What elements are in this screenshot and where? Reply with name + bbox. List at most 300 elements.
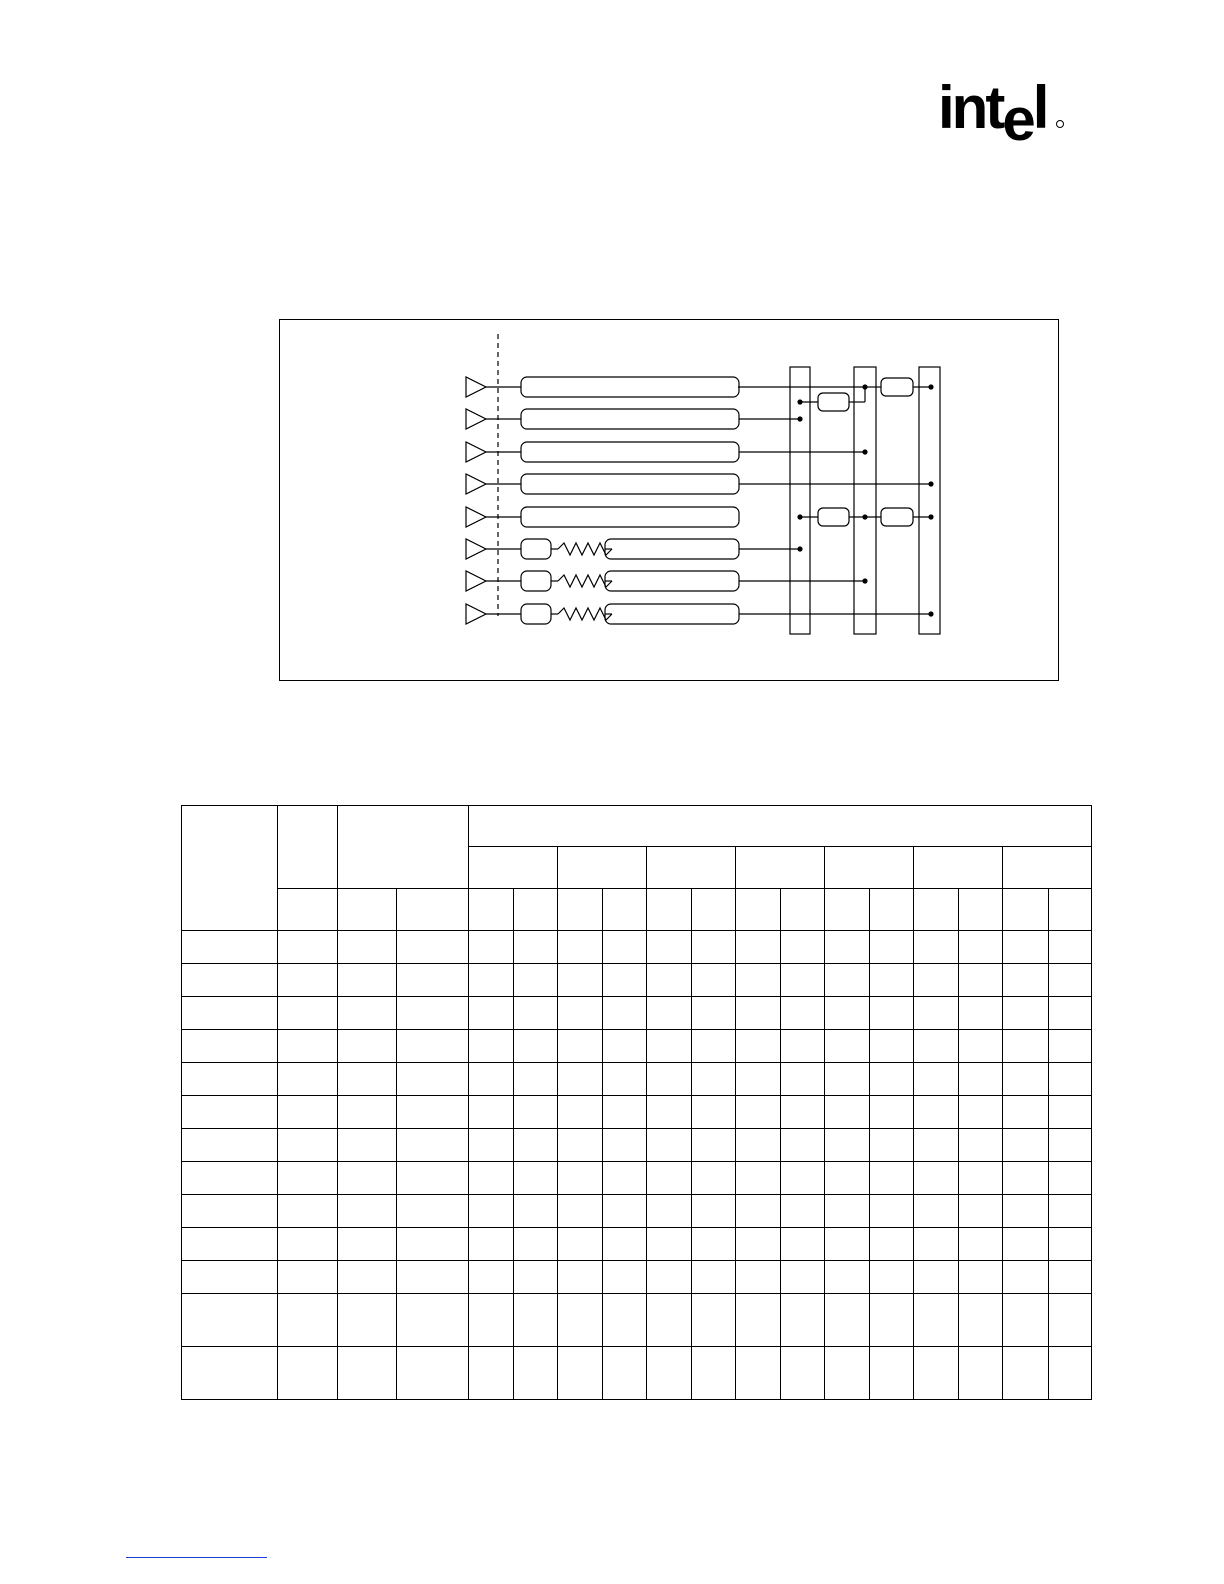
table-cell xyxy=(338,931,397,964)
table-cell xyxy=(825,1261,870,1294)
table-cell xyxy=(646,931,691,964)
small-line-segment xyxy=(881,508,913,526)
table-cell xyxy=(691,964,735,997)
table-cell xyxy=(338,1228,397,1261)
table-cell xyxy=(557,1162,602,1195)
table-cell xyxy=(513,1294,557,1347)
table-cell xyxy=(1048,1162,1091,1195)
header-cell xyxy=(646,889,691,931)
header-cell xyxy=(914,847,1003,889)
table-cell xyxy=(602,1162,646,1195)
header-cell xyxy=(781,889,825,931)
table-cell xyxy=(557,1228,602,1261)
table-cell xyxy=(557,931,602,964)
topology-figure xyxy=(279,319,1059,681)
table-cell xyxy=(870,1129,914,1162)
driver-buffer-icon xyxy=(466,442,486,462)
header-cell xyxy=(397,889,468,931)
table-cell xyxy=(468,1030,513,1063)
table-cell xyxy=(1048,1063,1091,1096)
driver-buffer-icon xyxy=(466,571,486,591)
table-cell xyxy=(338,1063,397,1096)
header-cell xyxy=(557,889,602,931)
table-cell xyxy=(870,1294,914,1347)
header-cell xyxy=(825,847,914,889)
table-row xyxy=(182,931,1092,964)
table-cell xyxy=(513,1030,557,1063)
table-cell xyxy=(182,1228,278,1261)
table-cell xyxy=(397,1030,468,1063)
table-cell xyxy=(1048,1261,1091,1294)
table-cell xyxy=(557,1030,602,1063)
table-cell xyxy=(557,997,602,1030)
header-cell xyxy=(1003,847,1092,889)
table-cell xyxy=(397,1063,468,1096)
transmission-line-segment xyxy=(605,571,739,591)
header-cell xyxy=(914,889,959,931)
transmission-line-segment xyxy=(521,507,739,527)
table-cell xyxy=(1003,1294,1048,1347)
table-cell xyxy=(646,1030,691,1063)
table-cell xyxy=(914,1261,959,1294)
table-cell xyxy=(646,1063,691,1096)
table-cell xyxy=(959,1294,1003,1347)
table-cell xyxy=(959,931,1003,964)
table-row xyxy=(182,1261,1092,1294)
table-cell xyxy=(557,1294,602,1347)
table-cell xyxy=(781,1294,825,1347)
table-cell xyxy=(736,931,781,964)
table-cell xyxy=(468,1347,513,1400)
table-cell xyxy=(914,964,959,997)
table-cell xyxy=(397,997,468,1030)
table-cell xyxy=(397,1294,468,1347)
table-cell xyxy=(278,1030,338,1063)
topology-diagram xyxy=(280,320,1060,682)
table-cell xyxy=(781,1096,825,1129)
table-cell xyxy=(182,1195,278,1228)
table-cell xyxy=(825,997,870,1030)
table-cell xyxy=(468,997,513,1030)
table-cell xyxy=(646,1195,691,1228)
table-cell xyxy=(338,997,397,1030)
header-cell xyxy=(338,806,468,889)
connector-slot-2 xyxy=(854,367,876,634)
table-cell xyxy=(914,1162,959,1195)
table-cell xyxy=(1003,1261,1048,1294)
table-cell xyxy=(736,1347,781,1400)
table-cell xyxy=(1003,1096,1048,1129)
table-cell xyxy=(781,1195,825,1228)
table-row xyxy=(182,1162,1092,1195)
table-cell xyxy=(1048,1347,1091,1400)
table-cell xyxy=(182,964,278,997)
table-cell xyxy=(959,1195,1003,1228)
table-cell xyxy=(959,1347,1003,1400)
table-cell xyxy=(646,1294,691,1347)
table-cell xyxy=(825,1228,870,1261)
table-cell xyxy=(736,1261,781,1294)
table-cell xyxy=(870,1261,914,1294)
table-cell xyxy=(338,1162,397,1195)
table-cell xyxy=(959,1228,1003,1261)
table-cell xyxy=(736,997,781,1030)
table-cell xyxy=(557,1195,602,1228)
header-cell xyxy=(278,806,338,889)
table-cell xyxy=(278,1096,338,1129)
table-cell xyxy=(182,1162,278,1195)
table-row xyxy=(182,1228,1092,1261)
header-cell xyxy=(736,847,825,889)
connector-slot-1 xyxy=(790,367,810,634)
header-cell xyxy=(646,847,735,889)
table-cell xyxy=(468,1162,513,1195)
table-cell xyxy=(646,1261,691,1294)
table-cell xyxy=(513,931,557,964)
table-cell xyxy=(602,931,646,964)
table-cell xyxy=(914,1228,959,1261)
transmission-line-segment xyxy=(521,571,551,591)
table-cell xyxy=(468,1195,513,1228)
table-cell xyxy=(691,1162,735,1195)
table-cell xyxy=(825,1294,870,1347)
table-cell xyxy=(646,1162,691,1195)
table-cell xyxy=(691,1030,735,1063)
table-cell xyxy=(182,1261,278,1294)
table-cell xyxy=(397,1347,468,1400)
table-cell xyxy=(602,1347,646,1400)
series-resistor-icon xyxy=(558,575,612,587)
table-row xyxy=(182,1129,1092,1162)
table-cell xyxy=(781,1347,825,1400)
table-cell xyxy=(468,1063,513,1096)
header-cell xyxy=(959,889,1003,931)
table-cell xyxy=(557,964,602,997)
table-cell xyxy=(959,1063,1003,1096)
header-cell xyxy=(557,847,646,889)
table-cell xyxy=(1003,997,1048,1030)
table-cell xyxy=(1003,1129,1048,1162)
table-cell xyxy=(602,1261,646,1294)
table-cell xyxy=(513,1228,557,1261)
table-cell xyxy=(182,997,278,1030)
header-cell xyxy=(736,889,781,931)
table-cell xyxy=(278,1129,338,1162)
table-row xyxy=(182,1347,1092,1400)
table-cell xyxy=(781,1063,825,1096)
driver-buffer-icon xyxy=(466,604,486,624)
table-cell xyxy=(338,1261,397,1294)
table-cell xyxy=(397,1096,468,1129)
table-cell xyxy=(870,1063,914,1096)
table-cell xyxy=(914,1030,959,1063)
table-cell xyxy=(1048,1096,1091,1129)
driver-buffer-icon xyxy=(466,539,486,559)
table-cell xyxy=(602,1030,646,1063)
table-cell xyxy=(468,1294,513,1347)
header-cell xyxy=(468,806,1091,847)
table-cell xyxy=(182,1294,278,1347)
header-cell xyxy=(338,889,397,931)
table-cell xyxy=(691,1294,735,1347)
table-cell xyxy=(557,1096,602,1129)
table-cell xyxy=(557,1063,602,1096)
table-cell xyxy=(646,964,691,997)
table-cell xyxy=(736,1030,781,1063)
transmission-line-segment xyxy=(605,539,739,559)
table-cell xyxy=(914,931,959,964)
table-cell xyxy=(736,1162,781,1195)
table-cell xyxy=(870,931,914,964)
table-cell xyxy=(870,1347,914,1400)
table-row xyxy=(182,1030,1092,1063)
table-cell xyxy=(646,997,691,1030)
table-cell xyxy=(959,1261,1003,1294)
table-cell xyxy=(959,1162,1003,1195)
table-cell xyxy=(513,1261,557,1294)
table-cell xyxy=(825,1195,870,1228)
table-cell xyxy=(691,997,735,1030)
table-cell xyxy=(602,1228,646,1261)
table-cell xyxy=(870,1195,914,1228)
table-cell xyxy=(781,1129,825,1162)
table-cell xyxy=(781,1030,825,1063)
table-cell xyxy=(338,1294,397,1347)
header-cell xyxy=(691,889,735,931)
small-line-segment xyxy=(818,393,849,411)
table-cell xyxy=(736,1129,781,1162)
table-cell xyxy=(513,1129,557,1162)
table-cell xyxy=(278,1162,338,1195)
table-cell xyxy=(513,1162,557,1195)
table-cell xyxy=(691,1228,735,1261)
table-cell xyxy=(646,1129,691,1162)
table-cell xyxy=(1048,964,1091,997)
driver-buffer-icon xyxy=(466,377,486,397)
footer-link-underline xyxy=(126,1557,267,1558)
table-cell xyxy=(914,1096,959,1129)
table-cell xyxy=(602,964,646,997)
table-cell xyxy=(1003,931,1048,964)
table-cell xyxy=(646,1228,691,1261)
transmission-line-segment xyxy=(521,377,739,397)
table-cell xyxy=(781,997,825,1030)
table-cell xyxy=(781,1162,825,1195)
table-cell xyxy=(736,1228,781,1261)
table-cell xyxy=(397,1261,468,1294)
table-cell xyxy=(825,1030,870,1063)
table-cell xyxy=(691,1096,735,1129)
table-cell xyxy=(468,1228,513,1261)
table-cell xyxy=(602,1063,646,1096)
driver-buffer-icon xyxy=(466,507,486,527)
table-cell xyxy=(781,931,825,964)
header-row-3 xyxy=(182,889,1092,931)
table-cell xyxy=(870,1030,914,1063)
header-cell xyxy=(1003,889,1048,931)
table-cell xyxy=(513,1096,557,1129)
table-cell xyxy=(338,1347,397,1400)
table-cell xyxy=(278,997,338,1030)
table-cell xyxy=(914,997,959,1030)
table-cell xyxy=(914,1294,959,1347)
table-row xyxy=(182,1096,1092,1129)
table-cell xyxy=(825,1129,870,1162)
table-cell xyxy=(602,1096,646,1129)
table-cell xyxy=(959,1096,1003,1129)
table-cell xyxy=(1003,964,1048,997)
table-cell xyxy=(468,1129,513,1162)
table-cell xyxy=(513,964,557,997)
header-row-1 xyxy=(182,806,1092,847)
table-cell xyxy=(959,1129,1003,1162)
table-cell xyxy=(182,1347,278,1400)
table-cell xyxy=(468,931,513,964)
transmission-line-segment xyxy=(521,474,739,494)
table-cell xyxy=(278,1195,338,1228)
table-cell xyxy=(959,964,1003,997)
table-cell xyxy=(914,1063,959,1096)
intel-logo xyxy=(938,74,1047,153)
table-cell xyxy=(1003,1162,1048,1195)
table-cell xyxy=(513,1063,557,1096)
table-cell xyxy=(557,1347,602,1400)
table-cell xyxy=(736,964,781,997)
table-cell xyxy=(870,1228,914,1261)
table-cell xyxy=(914,1129,959,1162)
table-cell xyxy=(1003,1030,1048,1063)
table-cell xyxy=(338,964,397,997)
table-cell xyxy=(397,1228,468,1261)
table-cell xyxy=(646,1347,691,1400)
table-cell xyxy=(557,1129,602,1162)
table-cell xyxy=(513,1347,557,1400)
table-cell xyxy=(338,1030,397,1063)
table-cell xyxy=(602,1294,646,1347)
driver-buffer-icon xyxy=(466,474,486,494)
table-cell xyxy=(397,1129,468,1162)
table-row xyxy=(182,997,1092,1030)
intel-logo-text: intel xyxy=(938,74,1047,153)
table-cell xyxy=(182,1096,278,1129)
table-cell xyxy=(691,1347,735,1400)
header-cell xyxy=(278,889,338,931)
table-cell xyxy=(781,964,825,997)
table-cell xyxy=(1003,1347,1048,1400)
small-line-segment xyxy=(818,508,849,526)
table-cell xyxy=(338,1129,397,1162)
header-cell xyxy=(870,889,914,931)
connector-slot-3 xyxy=(919,367,940,634)
header-cell xyxy=(468,847,557,889)
table-cell xyxy=(468,1261,513,1294)
table-cell xyxy=(1048,1030,1091,1063)
table-cell xyxy=(278,1063,338,1096)
table-cell xyxy=(736,1294,781,1347)
table-cell xyxy=(513,997,557,1030)
table-cell xyxy=(691,1261,735,1294)
table-cell xyxy=(870,1162,914,1195)
small-line-segment xyxy=(881,378,913,396)
table-cell xyxy=(278,1347,338,1400)
table-cell xyxy=(278,964,338,997)
registered-mark-icon xyxy=(1056,120,1064,128)
header-cell xyxy=(182,806,278,931)
table-cell xyxy=(278,1294,338,1347)
table-cell xyxy=(182,1129,278,1162)
transmission-line-segment xyxy=(521,442,739,462)
table-cell xyxy=(1048,1129,1091,1162)
header-cell xyxy=(825,889,870,931)
header-cell xyxy=(602,889,646,931)
table-cell xyxy=(691,1195,735,1228)
table-cell xyxy=(870,997,914,1030)
table-cell xyxy=(278,1228,338,1261)
table-cell xyxy=(397,1195,468,1228)
table-cell xyxy=(1048,1195,1091,1228)
table-cell xyxy=(397,964,468,997)
table-cell xyxy=(825,1347,870,1400)
table-cell xyxy=(691,931,735,964)
table-cell xyxy=(781,1228,825,1261)
table-cell xyxy=(338,1195,397,1228)
header-cell xyxy=(468,889,513,931)
table-cell xyxy=(1048,931,1091,964)
table-row xyxy=(182,1063,1092,1096)
table-row xyxy=(182,1195,1092,1228)
series-resistor-icon xyxy=(558,543,612,555)
transmission-line-segment xyxy=(521,409,739,429)
table-cell xyxy=(397,1162,468,1195)
table-cell xyxy=(182,1063,278,1096)
table-cell xyxy=(513,1195,557,1228)
table-cell xyxy=(278,931,338,964)
table-cell xyxy=(691,1063,735,1096)
table-cell xyxy=(914,1195,959,1228)
table-row xyxy=(182,1294,1092,1347)
table-cell xyxy=(338,1096,397,1129)
table-cell xyxy=(781,1261,825,1294)
table-cell xyxy=(825,1162,870,1195)
data-table xyxy=(181,805,1092,1400)
transmission-line-segment xyxy=(521,539,551,559)
driver-buffer-icon xyxy=(466,409,486,429)
table-cell xyxy=(278,1261,338,1294)
table-cell xyxy=(825,931,870,964)
transmission-line-segment xyxy=(521,604,551,624)
table-cell xyxy=(602,1129,646,1162)
table-cell xyxy=(602,1195,646,1228)
table-cell xyxy=(736,1195,781,1228)
table-cell xyxy=(736,1096,781,1129)
table-cell xyxy=(870,1096,914,1129)
transmission-line-segment xyxy=(605,604,739,624)
table-cell xyxy=(397,931,468,964)
table-cell xyxy=(1048,997,1091,1030)
table-cell xyxy=(182,1030,278,1063)
table-cell xyxy=(1048,1294,1091,1347)
table-cell xyxy=(557,1261,602,1294)
table-cell xyxy=(959,997,1003,1030)
series-resistor-icon xyxy=(558,608,612,620)
table-cell xyxy=(1048,1228,1091,1261)
table-cell xyxy=(1003,1228,1048,1261)
table-cell xyxy=(1003,1063,1048,1096)
table-cell xyxy=(825,1096,870,1129)
table-cell xyxy=(959,1030,1003,1063)
header-cell xyxy=(1048,889,1091,931)
table-cell xyxy=(870,964,914,997)
